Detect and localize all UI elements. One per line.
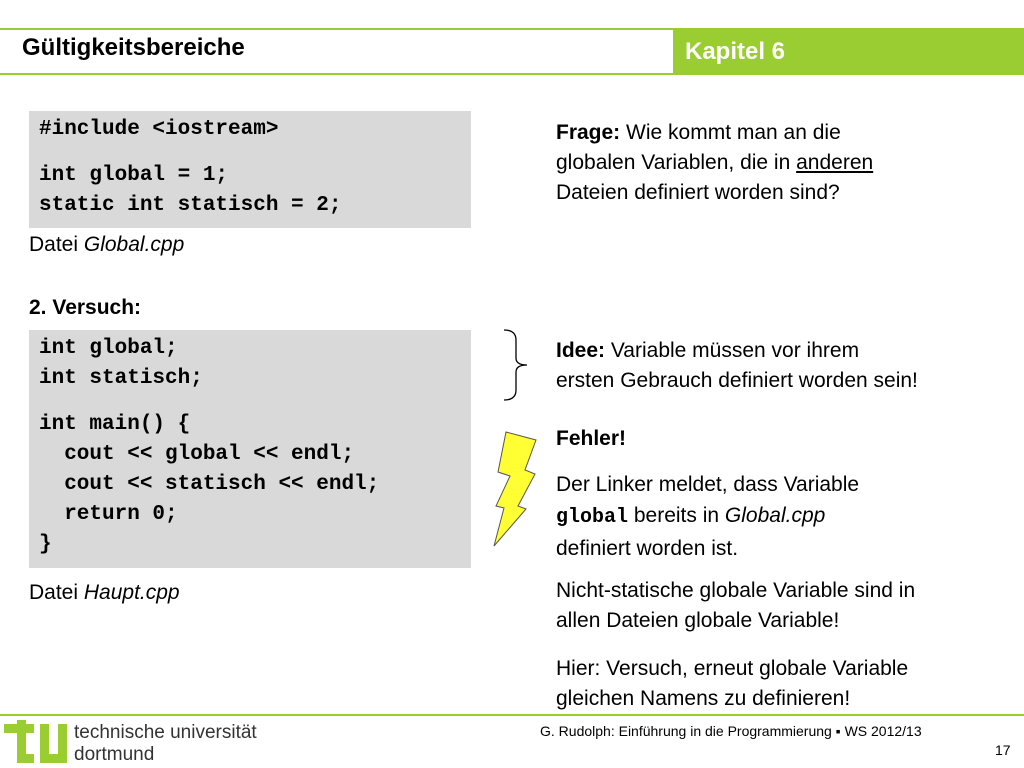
code-line: return 0; [39,503,178,526]
code-block-global [29,111,471,228]
caption-global: Datei Global.cpp [29,233,185,256]
page-number: 17 [995,742,1011,758]
tu-logo-icon [4,720,68,764]
slide-title: Gültigkeitsbereiche [22,34,245,61]
caption-filename: Global.cpp [83,233,185,256]
university-name: technische universität dortmund [74,722,257,765]
chapter-label: Kapitel 6 [685,38,786,65]
code-line: int global = 1; [39,164,229,187]
code-line: int main() { [39,413,191,436]
code-line: cout << global << endl; [39,443,355,466]
inline-code: global [556,506,629,529]
code-block-haupt [29,330,471,568]
code-line: #include <iostream> [39,118,279,141]
fehler-paragraph-1: Der Linker meldet, dass Variable global bereits in Global.cpp definiert worden ist. [556,473,860,560]
code-line: cout << statisch << endl; [39,473,380,496]
fehler-paragraph-2: Nicht-statische globale Variable sind in allen Dateien globale Variable! [556,579,916,632]
chapter-badge [673,29,1024,73]
footer-credit: G. Rudolph: Einführung in die Programmierung ▪ WS 2012/13 [540,723,922,739]
fehler-heading: Fehler! [556,427,627,450]
lightning-bolt-icon [488,430,540,548]
inline-filename: Global.cpp [724,504,826,527]
code-line: int statisch; [39,367,203,390]
code-line: static int statisch = 2; [39,194,342,217]
code-line: } [39,533,52,556]
idee-label: Idee: [556,339,606,362]
idee-text: Idee: Variable müssen vor ihrem ersten Gebrauch definiert worden sein! [556,339,918,392]
versuch-heading: 2. Versuch: [29,296,142,319]
underlined-word: anderen [796,151,874,174]
frage-label: Frage: [556,121,621,144]
brace-icon [500,328,530,402]
code-line: int global; [39,337,178,360]
footer-rule [0,714,1024,716]
header-bottom-rule [0,73,1024,75]
frage-text: Frage: Wie kommt man an die globalen Variablen, die in anderen Dateien definiert worden sind? [556,121,874,204]
caption-filename: Haupt.cpp [83,581,180,604]
fehler-paragraph-3: Hier: Versuch, erneut globale Variable gleichen Namens zu definieren! [556,657,909,710]
caption-haupt: Datei Haupt.cpp [29,581,180,604]
